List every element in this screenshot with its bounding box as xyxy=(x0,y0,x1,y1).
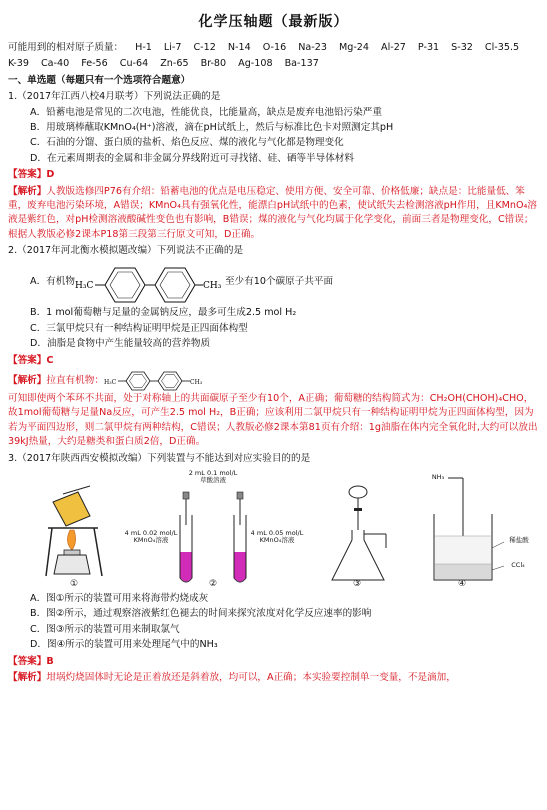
option-d: D．在元素周期表的金属和非金属分界线附近可寻找锗、硅、硒等半导体材料 xyxy=(30,152,354,164)
mass-item: Ag-108 xyxy=(238,58,273,70)
linear-dimethylbiphenyl-structure xyxy=(104,370,254,392)
option-d: D．油脂是食物中产生能量较高的营养物质 xyxy=(30,338,211,350)
option-b: B．图②所示，通过观察溶液紫红色褪去的时间来探究浓度对化学反应速率的影响 xyxy=(30,608,372,620)
kmno4-left-label: 4 mL 0.02 mol/L KMnO₄溶液 xyxy=(124,528,178,545)
crucible-tripod-figure xyxy=(46,486,102,576)
figure-number-4: ④ xyxy=(458,578,467,589)
explanation-text: 坩埚灼烧固体时无论是正着放还是斜着放，均可以，A正确；本实验要控制单一变量，不是滴加， xyxy=(46,671,456,683)
dilute-acid-label: 稀盐酸 xyxy=(509,535,529,544)
question-stem: 1.（2017年江西八校4月联考）下列说法正确的是 xyxy=(8,91,221,103)
ccl4-label: CCl₄ xyxy=(511,560,525,569)
explanation-label: 【解析】 xyxy=(8,671,47,683)
mass-item: O-16 xyxy=(262,42,287,53)
option-a xyxy=(8,259,539,305)
kmno4-right-label: 4 mL 0.05 mol/L KMnO₄溶液 xyxy=(250,528,304,545)
flask-funnel-figure xyxy=(332,486,386,580)
mass-item: Li-7 xyxy=(163,42,182,53)
explanation-text: 可知即使两个苯环不共面，处于对称轴上的共面碳原子至少有10个，A正确；葡萄糖的结构简式为：CH₂OH(CHOH)₄CHO，故1mol葡萄糖与足量Na反应，可产生2.5 mol H₂，B正确；应该利用二氯甲烷只有一种结构证明甲烷为正四面体构型，因为若为平面四边形，则二氯甲烷有两种结构，C错误；人教版必修2课本第81页有介绍：1g油脂在体内完全氧化时,大约可以放出39kJ热量，大约是糖类和蛋白质2倍，D正确。 xyxy=(8,393,538,448)
atomic-masses xyxy=(8,41,539,72)
explanation xyxy=(8,370,539,450)
option-c: C．三氯甲烷只有一种结构证明甲烷是正四面体构型 xyxy=(30,322,248,334)
option-b: B．用玻璃棒蘸取KMnO₄(H⁺)溶液，滴在pH试纸上，然后与标准比色卡对照测定其pH xyxy=(30,121,394,133)
question-2 xyxy=(8,244,539,450)
explanation-text: 人教版选修四P76有介绍：铅蓄电池的优点是电压稳定、使用方便、安全可靠、价格低廉；缺点是：比能量低、笨重，废弃电池污染环境，A错误；KMnO₄具有强氧化性，能漂白pH试纸中的色素，使试纸失去检测溶液pH作用，且KMnO₄溶液是紫红色，对pH检测溶液酸碱性变色也有影响，B错误；煤的液化与气化均属于化学变化，前面三者是物理变化，C错误；根据人教版必修2课本P18第三段第三行原文可知，D正确。 xyxy=(8,185,537,240)
mass-item: K-39 xyxy=(8,58,29,70)
question-stem: 3.（2017年陕西西安模拟改编）下列装置与不能达到对应实验目的的是 xyxy=(8,452,311,464)
answer: 【答案】C xyxy=(8,354,54,366)
answer: 【答案】D xyxy=(8,169,55,181)
svg-text:H₃C: H₃C xyxy=(74,281,94,292)
figure-number-3: ③ xyxy=(353,578,362,589)
nh3-label: NH₃ xyxy=(431,472,445,481)
mass-item: Zn-65 xyxy=(160,58,189,70)
question-stem: 2.（2017年河北衡水模拟题改编）下列说法不正确的是 xyxy=(8,245,244,257)
mass-item: S-32 xyxy=(451,42,473,53)
oxalic-acid-label: 2 mL 0.1 mol/L 草酸溶液 xyxy=(188,468,238,485)
page-title: 化学压轴题（最新版） xyxy=(198,14,349,30)
option-a-prefix: A．有机物 xyxy=(30,276,75,288)
figure-number-1: ① xyxy=(70,578,79,589)
mass-item: Ba-137 xyxy=(284,58,319,70)
beaker-absorption-figure xyxy=(434,478,504,580)
mass-item: Br-80 xyxy=(200,58,227,70)
explanation-label: 【解析】 xyxy=(8,185,47,197)
explanation xyxy=(8,185,539,243)
svg-text:CH₃: CH₃ xyxy=(189,379,203,387)
mass-item: Al-27 xyxy=(381,42,406,53)
option-c: C．图③所示的装置可用来制取氯气 xyxy=(30,623,180,635)
answer: 【答案】B xyxy=(8,655,54,667)
apparatus-figures xyxy=(8,470,539,590)
explanation-prefix: 拉直有机物： xyxy=(46,374,104,386)
explanation xyxy=(8,671,539,685)
explanation-label: 【解析】 xyxy=(8,374,47,386)
question-3 xyxy=(8,452,539,686)
mass-item: Cu-64 xyxy=(119,58,149,70)
svg-text:H₃C: H₃C xyxy=(103,379,117,387)
mass-item: P-31 xyxy=(417,42,440,53)
mass-item: Ca-40 xyxy=(40,58,70,70)
option-a: A．图①所示的装置可用来将海带灼烧成灰 xyxy=(30,592,209,604)
option-c: C．石油的分馏、蛋白质的盐析、焰色反应、煤的液化与气化都是物理变化 xyxy=(30,137,344,149)
mass-item: C-12 xyxy=(193,42,216,53)
svg-text:CH₃: CH₃ xyxy=(202,281,222,292)
figure-number-2: ② xyxy=(209,578,218,589)
mass-item: Fe-56 xyxy=(81,58,108,70)
section-heading: 一、单选题（每题只有一个选项符合题意） xyxy=(8,74,191,86)
mass-item: H-1 xyxy=(135,42,152,53)
option-b: B．1 mol葡萄糖与足量的金属钠反应，最多可生成2.5 mol H₂ xyxy=(30,307,297,319)
test-tubes-figure xyxy=(180,492,246,582)
mass-item: Mg-24 xyxy=(338,42,369,53)
dimethylbiphenyl-structure xyxy=(75,259,225,305)
option-a: A．铅蓄电池是常见的二次电池，性能优良，比能量高，缺点是废弃电池铅污染严重 xyxy=(30,106,382,118)
question-1 xyxy=(8,90,539,242)
option-a-suffix: 至少有10个碳原子共平面 xyxy=(224,276,334,288)
mass-item: N-14 xyxy=(227,42,251,53)
mass-item: Na-23 xyxy=(298,42,327,53)
option-d: D．图④所示的装置可用来处理尾气中的NH₃ xyxy=(30,639,218,651)
masses-intro: 可能用到的相对原子质量： xyxy=(8,42,124,53)
mass-item: Cl-35.5 xyxy=(484,42,520,53)
